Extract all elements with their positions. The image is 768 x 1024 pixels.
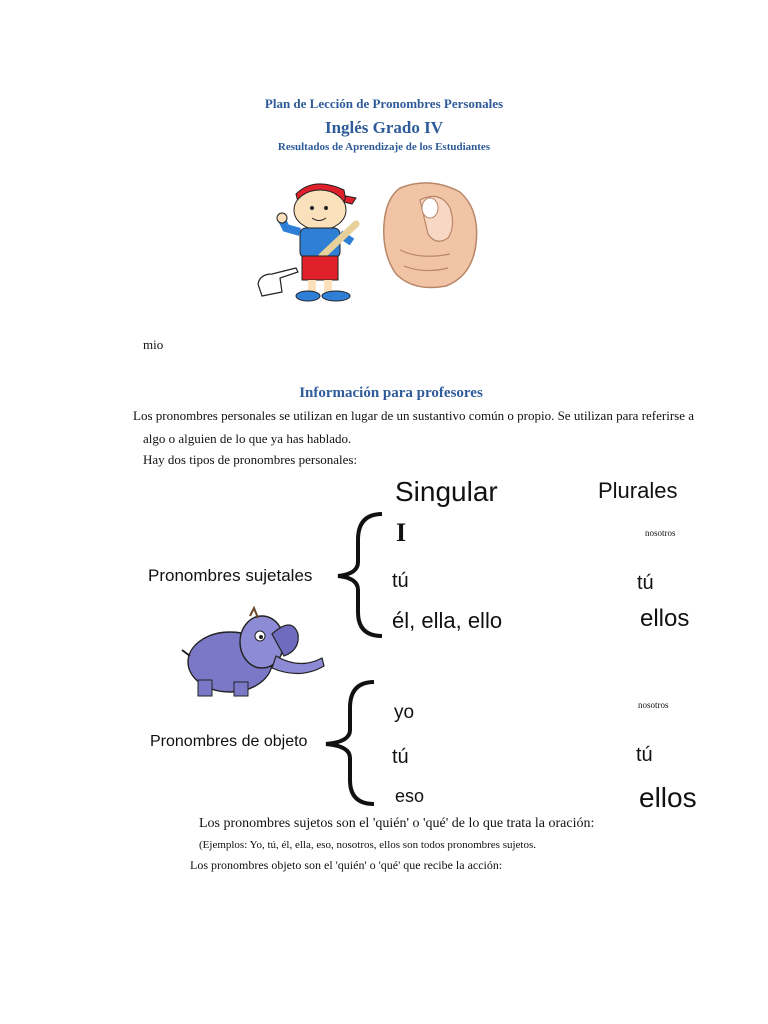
object-singular-1: yo [394, 702, 415, 723]
object-pronouns-label: Pronombres de objeto [150, 733, 308, 750]
info-paragraph-2: Hay dos tipos de pronombres personales: [143, 452, 358, 467]
section-title: Resultados de Aprendizaje de los Estudiantes [277, 141, 491, 153]
object-singular-3: eso [395, 786, 425, 806]
elephant-illustration [180, 606, 326, 700]
subject-brace [334, 510, 386, 640]
column-header-plural: Plurales [598, 478, 678, 503]
bullet-item-mio: mio [143, 337, 164, 352]
info-paragraph-line2: algo o alguien de lo que ya has hablado. [143, 431, 352, 446]
column-header-singular: Singular [395, 476, 498, 507]
subject-singular-2: tú [392, 570, 409, 592]
object-singular-2: tú [392, 746, 409, 768]
footer-line-2: (Ejemplos: Yo, tú, él, ella, eso, nosotros, ellos son todos pronombres sujetos. [199, 839, 537, 851]
document-subtitle: Inglés Grado IV [324, 118, 444, 137]
subject-plural-2: tú [637, 572, 654, 594]
info-paragraph-line1: Los pronombres personales se utilizan en lugar de un sustantivo común o propio. Se utilizan para referirse a [133, 408, 695, 423]
subject-pronouns-label: Pronombres sujetales [148, 566, 313, 585]
subject-singular-1: I [396, 518, 407, 547]
subject-plural-3: ellos [640, 605, 690, 632]
footer-line-3: Los pronombres objeto son el 'quién' o 'qué' que recibe la acción: [190, 858, 503, 872]
object-plural-2: tú [636, 744, 653, 766]
object-plural-3: ellos [639, 782, 697, 813]
object-plural-1: nosotros [638, 700, 669, 710]
boy-illustration [252, 176, 362, 304]
subject-plural-1: nosotros [645, 528, 676, 538]
subject-singular-3: él, ella, ello [392, 608, 503, 633]
pointing-hand-illustration [380, 180, 482, 292]
info-heading: Información para profesores [299, 385, 483, 401]
footer-line-1: Los pronombres sujetos son el 'quién' o 'qué' de lo que trata la oración: [199, 816, 595, 831]
object-brace [322, 678, 378, 808]
document-title: Plan de Lección de Pronombres Personales [264, 96, 504, 111]
